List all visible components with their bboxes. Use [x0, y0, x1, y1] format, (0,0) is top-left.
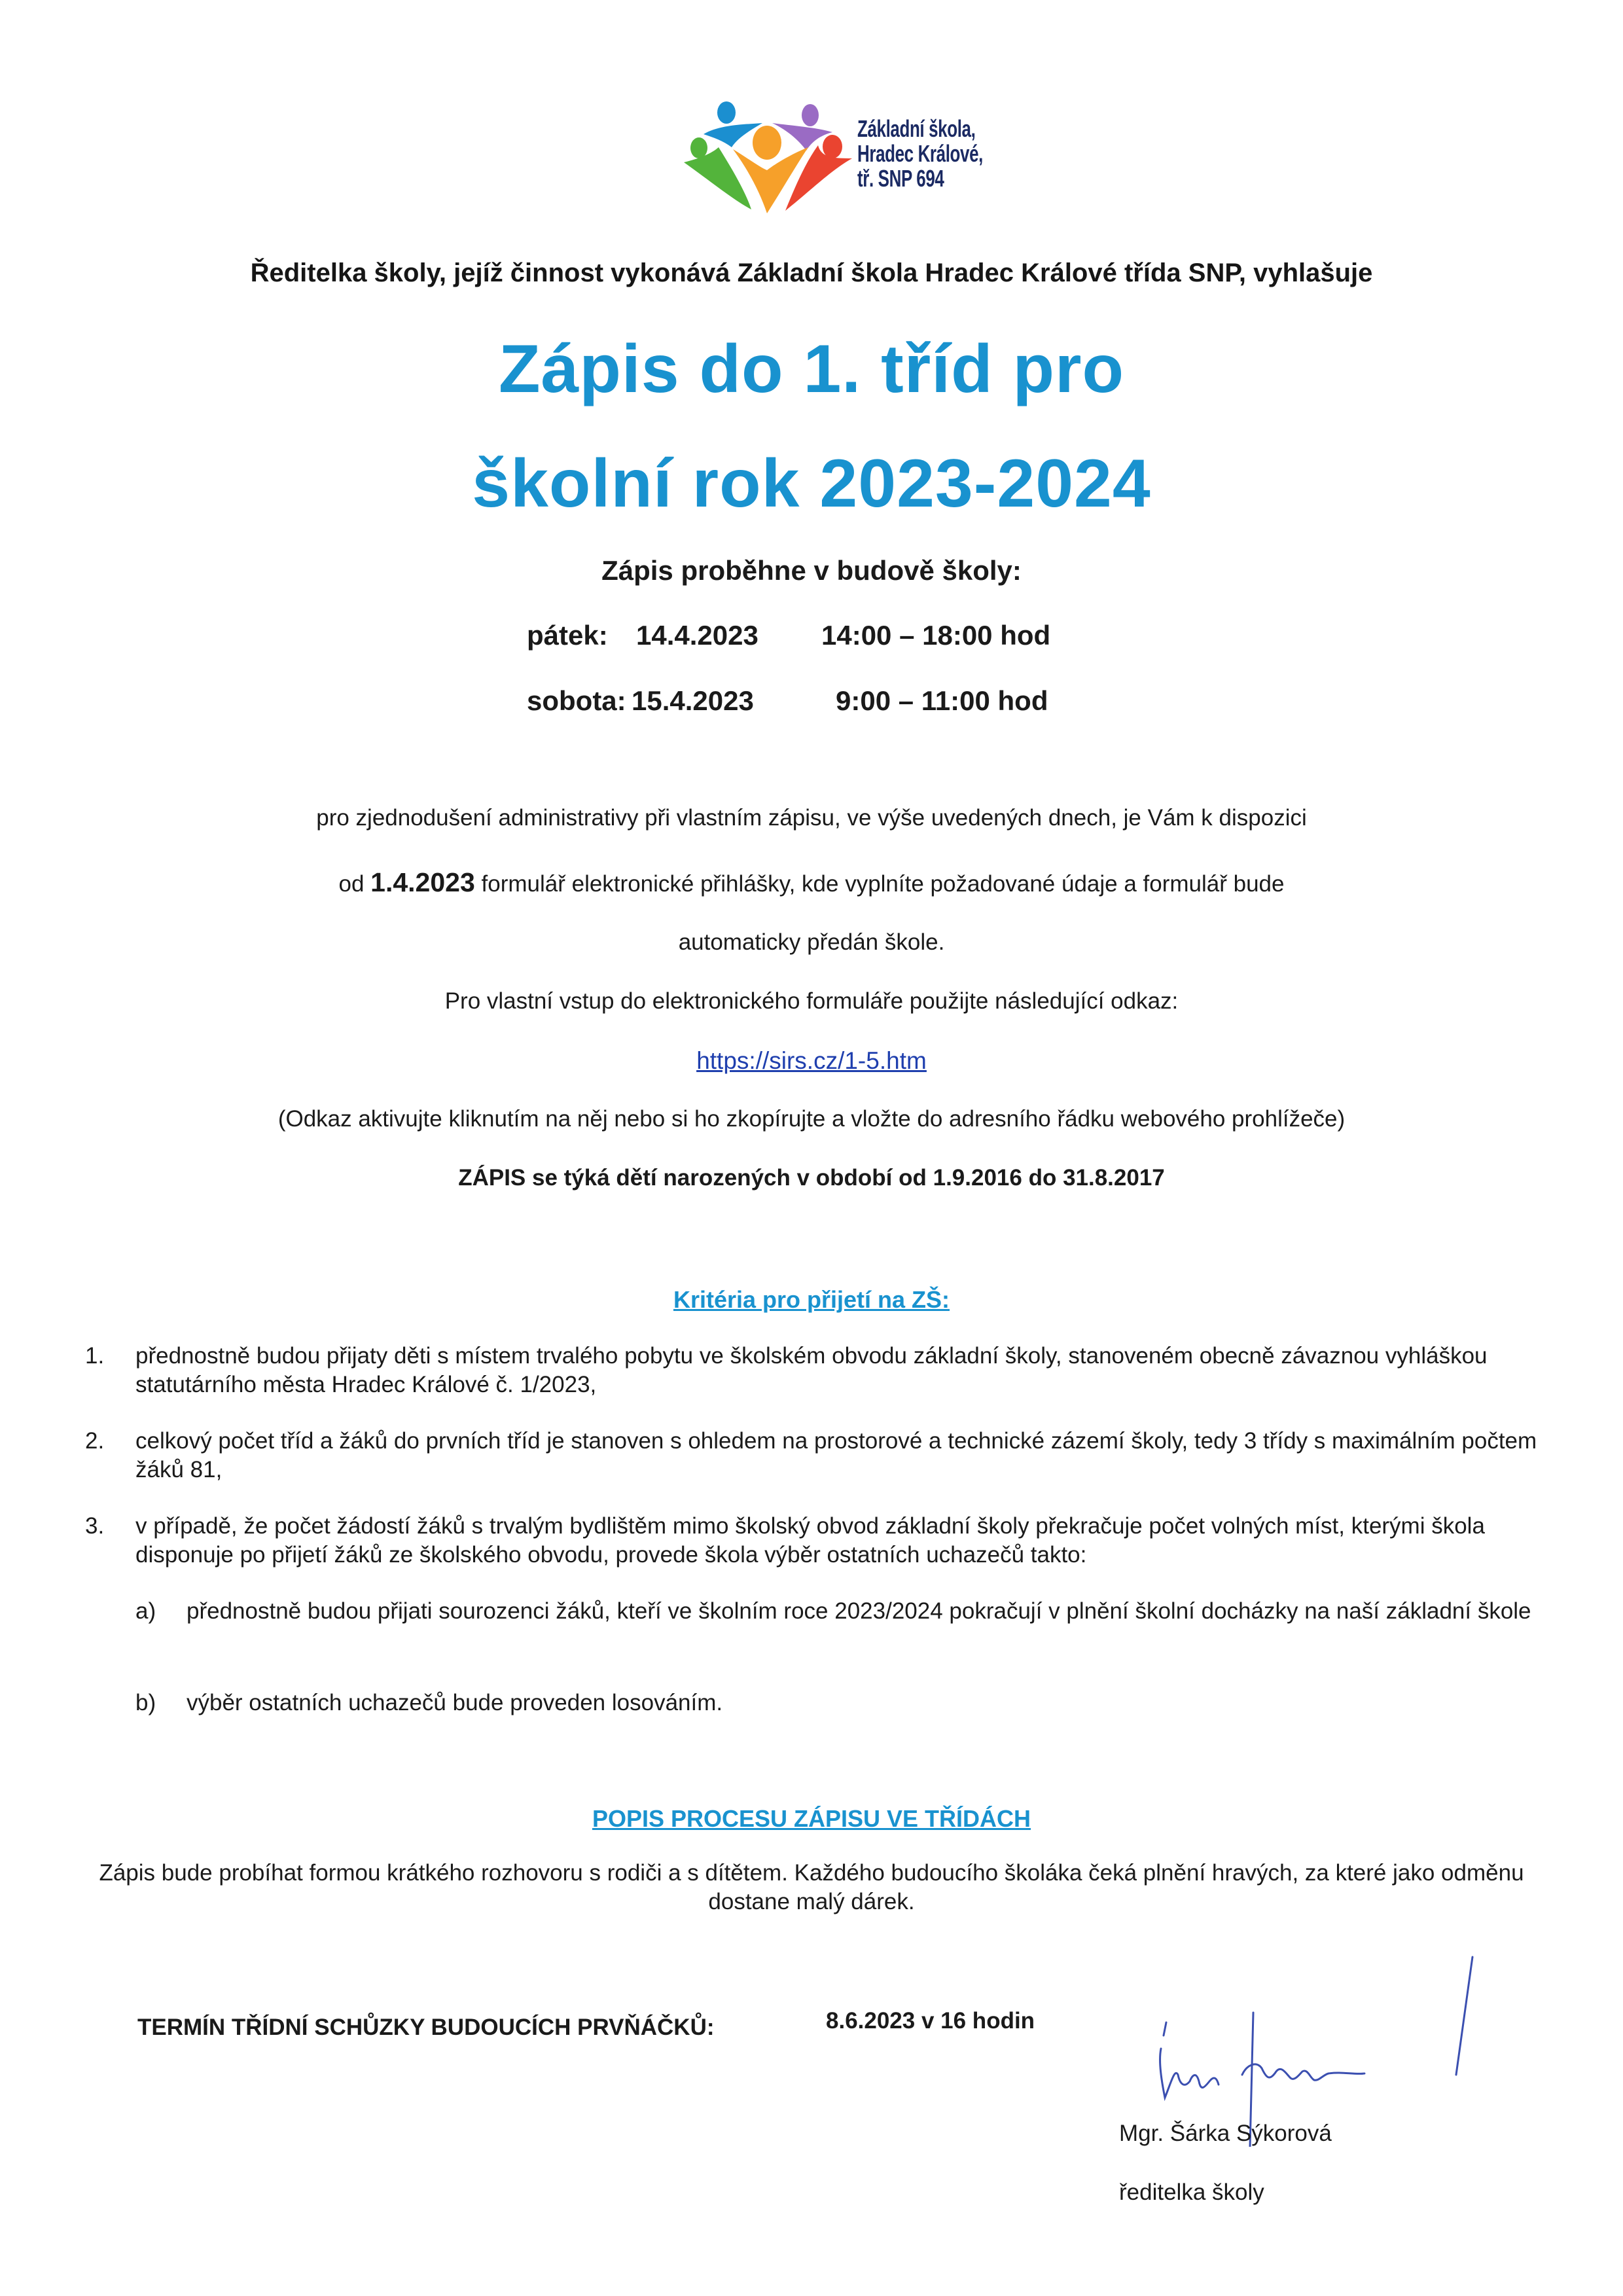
process-heading: POPIS PROCESU ZÁPISU VE TŘÍDÁCH [592, 1805, 1031, 1832]
info-line-2-prefix: od [338, 871, 365, 897]
logo-line-3: tř. SNP 694 [857, 165, 944, 192]
schedule-date-1: 14.4.2023 [636, 620, 758, 651]
criteria-item-number: 3. [85, 1513, 105, 1539]
logo-line-2: Hradec Králové, [857, 140, 983, 167]
criteria-subitem-label: b) [135, 1690, 156, 1715]
info-line-2 [0, 867, 1623, 898]
schedule-time-1: 14:00 – 18:00 hod [821, 620, 1051, 651]
criteria-item-number: 1. [85, 1343, 105, 1369]
schedule-date-2: 15.4.2023 [632, 685, 754, 716]
criteria-item-text: v případě, že počet žádostí žáků s trvalým bydlištěm mimo školský obvod základní školy překračuje počet volných míst, kterými škola disponuje po přijetí žáků ze školského obvodu, provede škola výběr ostatních uchazečů takto: [135, 1513, 1485, 1568]
criteria-item-text: přednostně budou přijaty děti s místem trvalého pobytu ve školském obvodu základní školy, stanoveném obecně závaznou vyhláškou statutárního města Hradec Králové č. 1/2023, [135, 1343, 1488, 1397]
criteria-subitem-text: přednostně budou přijati sourozenci žáků, kteří ve školním roce 2023/2024 pokračují v plnění školní docházky na naší základní škole [187, 1598, 1531, 1624]
location-heading: Zápis proběhne v budově školy: [601, 555, 1022, 586]
page-title-line-1: Zápis do 1. tříd pro [498, 331, 1125, 407]
signer-role: ředitelka školy [1119, 2179, 1264, 2205]
schedule-day-1: pátek: [527, 620, 608, 651]
school-logo-people-icon [661, 85, 857, 216]
school-logo-text [857, 117, 983, 191]
criteria-item-number: 2. [85, 1428, 105, 1454]
school-logo [661, 85, 983, 216]
eligibility-text: ZÁPIS se týká dětí narozených v období od 1.9.2016 do 31.8.2017 [458, 1165, 1165, 1191]
criteria-subitem-label: a) [135, 1598, 156, 1624]
intro-text: Ředitelka školy, jejíž činnost vykonává Základní škola Hradec Králové třída SNP, vyhlašuje [250, 259, 1373, 287]
application-form-link[interactable]: https://sirs.cz/1-5.htm [696, 1047, 927, 1074]
criteria-heading: Kritéria pro přijetí na ZŠ: [673, 1286, 950, 1313]
info-line-1: pro zjednodušení administrativy při vlastním zápisu, ve výše uvedených dnech, je Vám k dispozici [316, 805, 1307, 831]
form-available-date: 1.4.2023 [370, 867, 475, 897]
info-line-5: (Odkaz aktivujte kliknutím na něj nebo si ho zkopírujte a vložte do adresního řádku webového prohlížeče) [277, 1106, 1346, 1132]
criteria-subitem-text: výběr ostatních uchazečů bude proveden losováním. [187, 1690, 723, 1715]
info-line-3: automaticky předán škole. [678, 929, 945, 955]
page-title-line-2: školní rok 2023-2024 [472, 446, 1151, 522]
meeting-label: TERMÍN TŘÍDNÍ SCHŮZKY BUDOUCÍCH PRVŇÁČKŮ: [137, 2015, 715, 2040]
meeting-date: 8.6.2023 v 16 hodin [826, 2008, 1035, 2034]
schedule-day-2: sobota: [527, 685, 626, 716]
signer-name: Mgr. Šárka Sýkorová [1119, 2121, 1332, 2146]
info-line-2-suffix: formulář elektronické přihlášky, kde vyplníte požadované údaje a formulář bude [481, 871, 1285, 897]
form-link-container [0, 1047, 1623, 1075]
process-description: Zápis bude probíhat formou krátkého rozhovoru s rodiči a s dítětem. Každého budoucího školáka čeká plnění hravých, za které jako odměnu dostane malý dárek. [99, 1860, 1524, 1914]
info-line-4: Pro vlastní vstup do elektronického formuláře použijte následující odkaz: [444, 988, 1179, 1014]
signature-scribble-icon [1139, 1950, 1479, 2147]
schedule-time-2: 9:00 – 11:00 hod [836, 685, 1048, 716]
logo-line-1: Základní škola, [857, 115, 976, 142]
criteria-item-text: celkový počet tříd a žáků do prvních tříd je stanoven s ohledem na prostorové a technické zázemí školy, tedy 3 třídy s maximálním počtem žáků 81, [135, 1428, 1537, 1482]
